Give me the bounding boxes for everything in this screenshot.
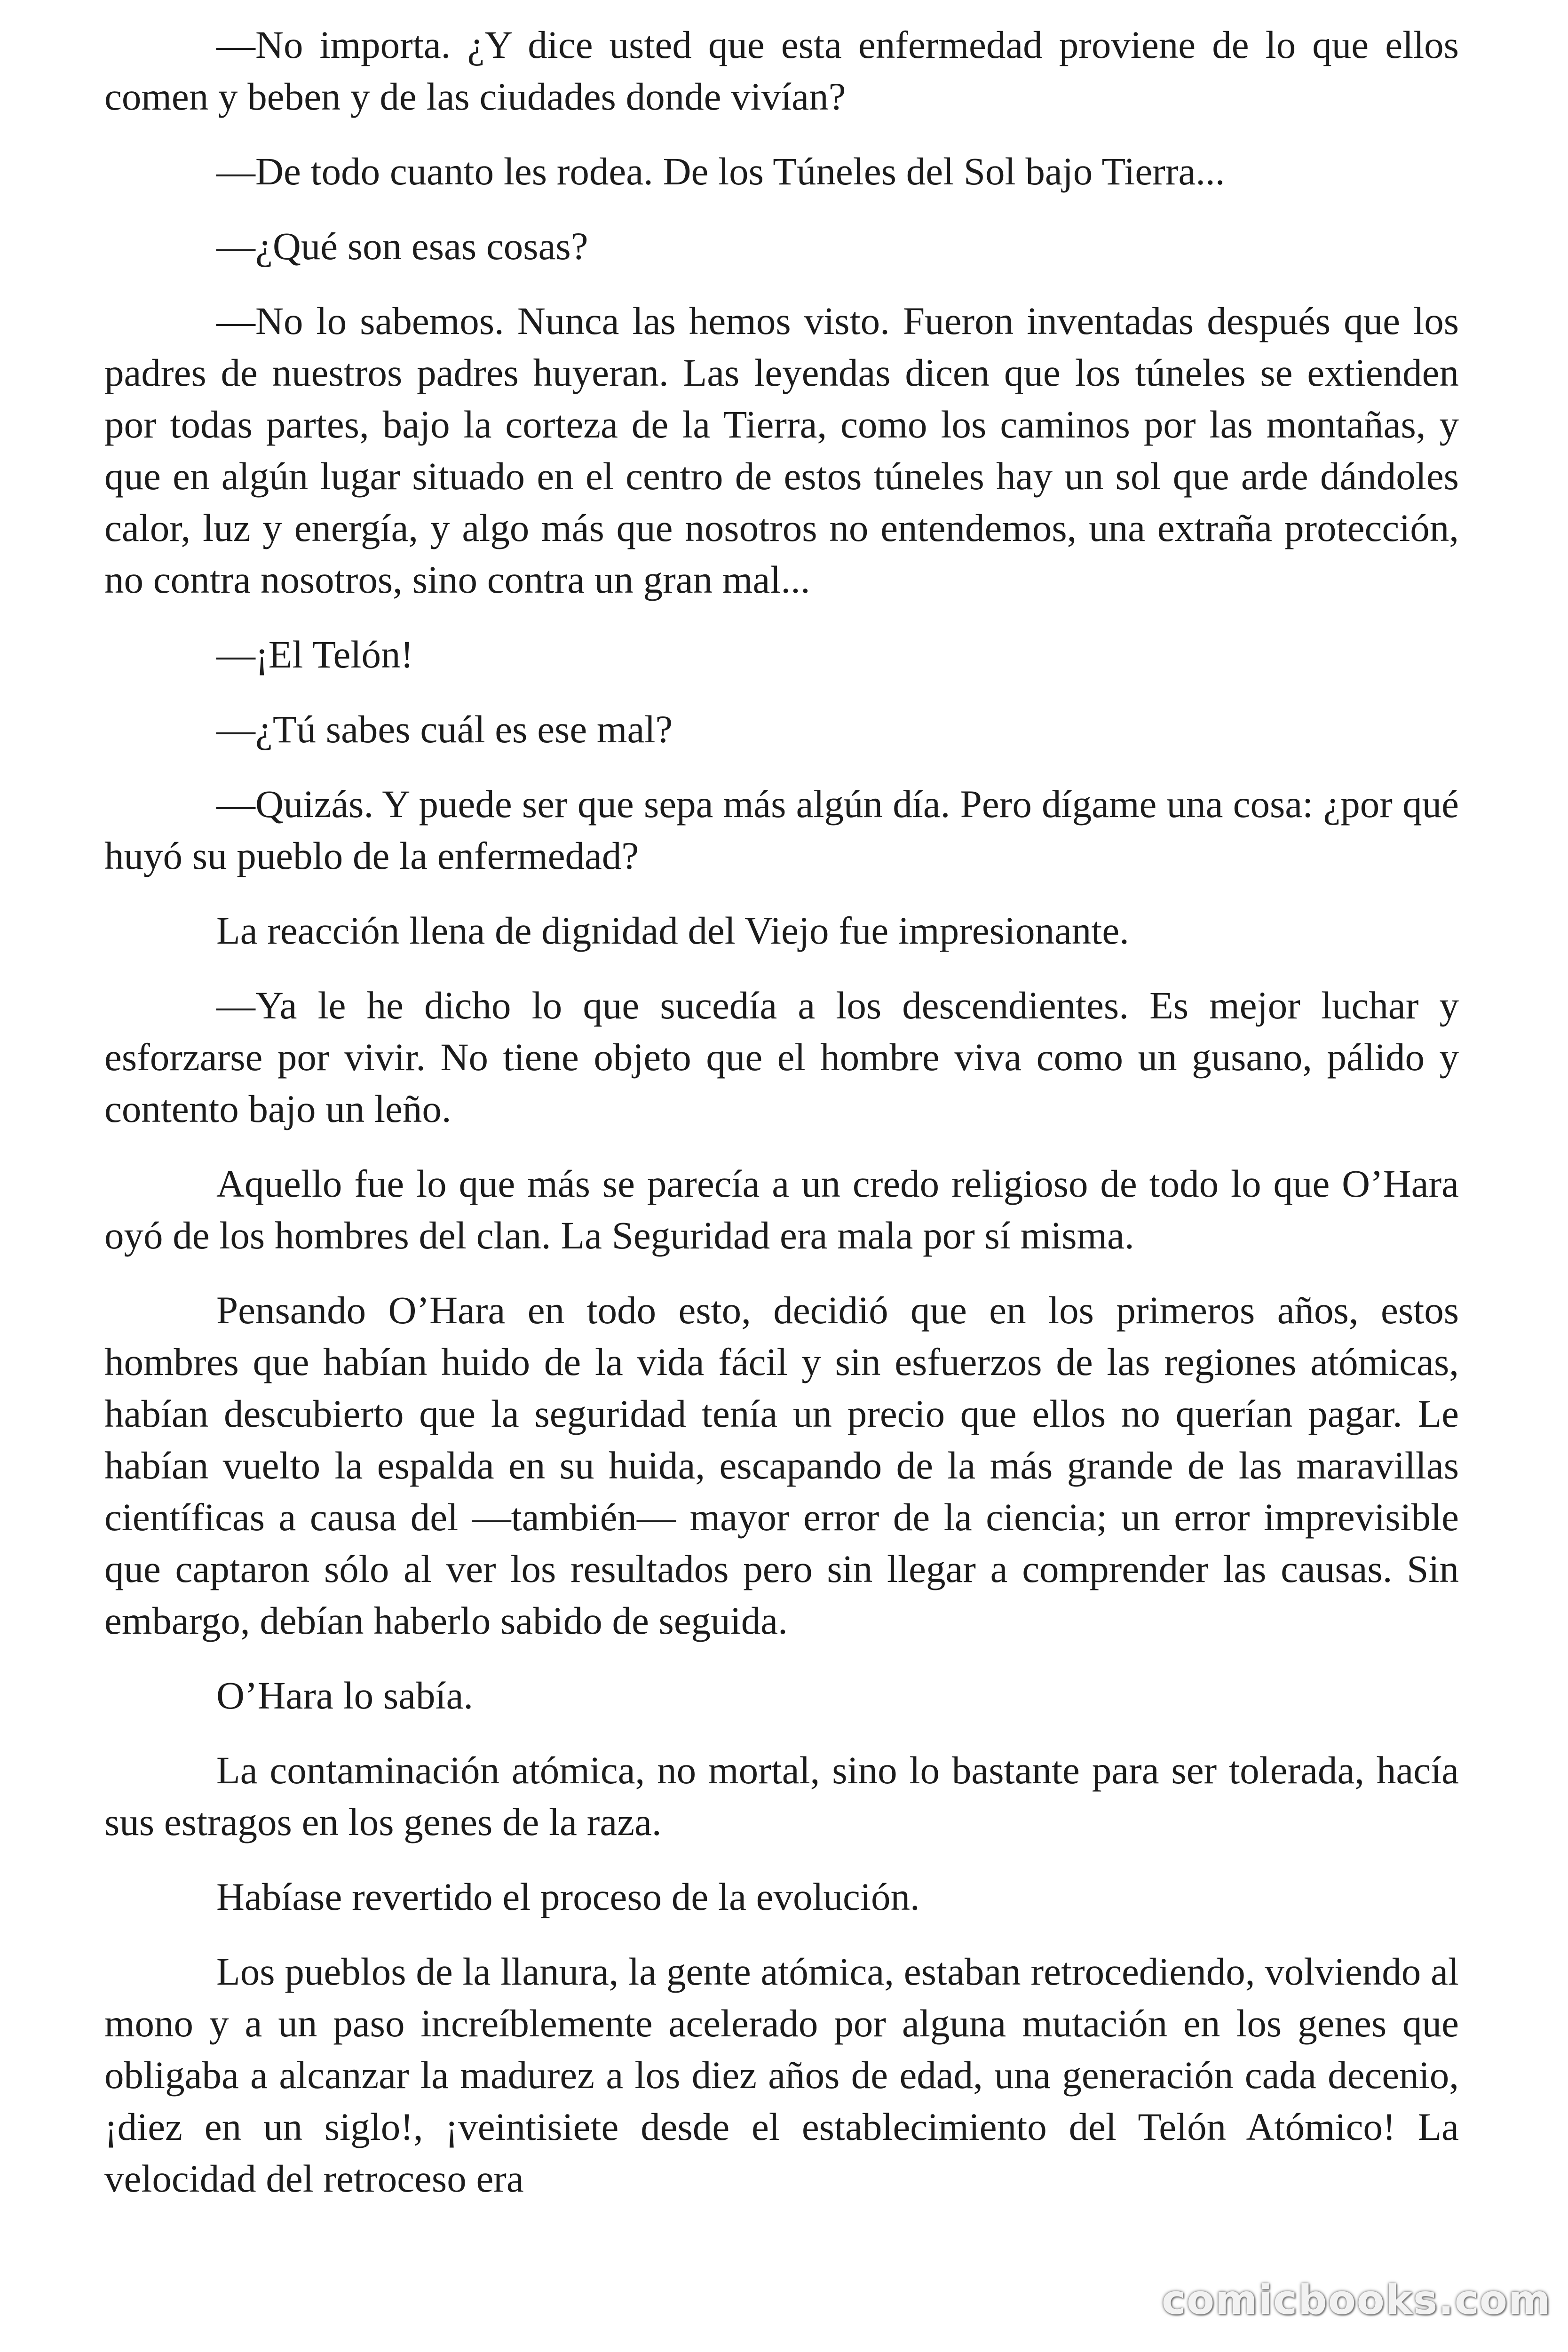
paragraph: —No lo sabemos. Nunca las hemos visto. Fueron inventadas después que los padres de nuestros padres huyeran. Las leyendas dicen que los túneles se extienden por todas partes, bajo la corteza de la Tierra, como los caminos por las montañas, y que en algún lugar situado en el centro de estos túneles hay un sol que arde dándoles calor, luz y energía, y algo más que nosotros no entendemos, una extraña protección, no contra nosotros, sino contra un gran mal... <box>104 299 1459 601</box>
paragraph: Habíase revertido el proceso de la evolución. <box>216 1875 920 1918</box>
paragraph: Los pueblos de la llanura, la gente atómica, estaban retrocediendo, volviendo al mono y a un paso increíblemente acelerado por alguna mutación en los genes que obligaba a alcanzar la madurez a los diez años de edad, una generación cada decenio, ¡diez en un siglo!, ¡veintisiete desde el establecimiento del Telón Atómico! La velocidad del retroceso era <box>104 1950 1459 2200</box>
paragraph: Aquello fue lo que más se parecía a un credo religioso de todo lo que O’Hara oyó de los hombres del clan. La Seguridad era mala por sí misma. <box>104 1162 1459 1257</box>
paragraph: O’Hara lo sabía. <box>216 1674 474 1717</box>
paragraph: —Quizás. Y puede ser que sepa más algún día. Pero dígame una cosa: ¿por qué huyó su pueblo de la enfermedad? <box>104 782 1459 877</box>
paragraph: Pensando O’Hara en todo esto, decidió que en los primeros años, estos hombres que habían huido de la vida fácil y sin esfuerzos de las regiones atómicas, habían descubierto que la seguridad tenía un precio que ellos no querían pagar. Le habían vuelto la espalda en su huida, escapando de la más grande de las maravillas científicas a causa del —también— mayor error de la ciencia; un error imprevisible que captaron sólo al ver los resultados pero sin llegar a comprender las causas. Sin embargo, debían haberlo sabido de seguida. <box>104 1288 1459 1642</box>
paragraph: —No importa. ¿Y dice usted que esta enfermedad proviene de lo que ellos comen y beben y de las ciudades donde vivían? <box>104 23 1459 118</box>
paragraph: La contaminación atómica, no mortal, sino lo bastante para ser tolerada, hacía sus estragos en los genes de la raza. <box>104 1748 1459 1843</box>
paragraph: —¡El Telón! <box>216 633 414 676</box>
paragraph: La reacción llena de dignidad del Viejo fue impresionante. <box>216 909 1129 952</box>
paragraph: —Ya le he dicho lo que sucedía a los descendientes. Es mejor luchar y esforzarse por vivir. No tiene objeto que el hombre viva como un gusano, pálido y contento bajo un leño. <box>104 984 1459 1130</box>
paragraph: —¿Tú sabes cuál es ese mal? <box>216 707 673 751</box>
paragraph: —¿Qué son esas cosas? <box>216 224 588 268</box>
text-column <box>104 19 1459 2204</box>
watermark: comicbooks.com <box>1162 2277 1552 2324</box>
paragraph: —De todo cuanto les rodea. De los Túneles del Sol bajo Tierra... <box>216 150 1225 193</box>
